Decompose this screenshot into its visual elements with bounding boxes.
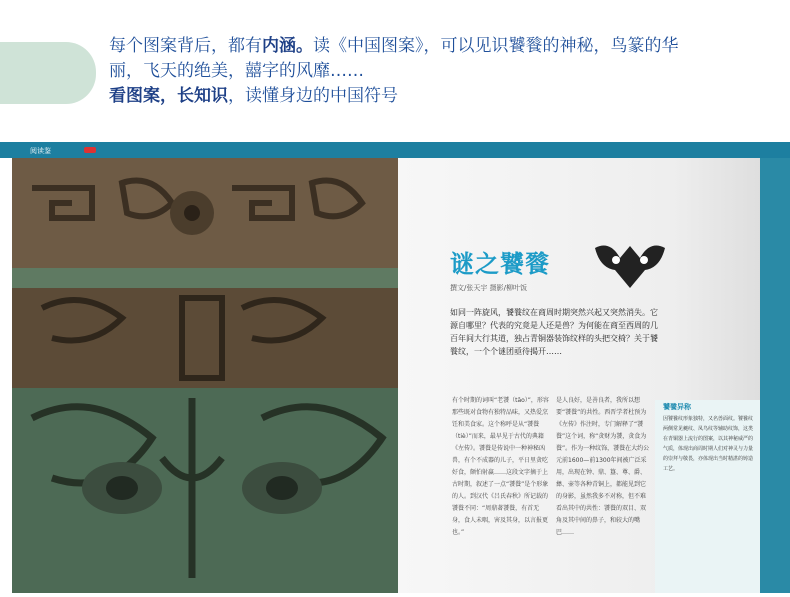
article-column-1: 有个时期的词叫“老饕（tāo）”，形容那些既对食物有独特品味，又热爱烹饪和美食家。这个称呼是从“饕餮（tiè）”而来，最早见于古代的典籍《左传》。饕餮是传说中一种神秘凶兽，有个不成器的儿子，平日里贪吃好食，颇怕射赢……这段文字摘于上古时期，叙述了一点“饕餮”是个形象的人。到汉代《吕氏春秋》所记载的饕餮不同：“周鼎著饕餮，有首无身，食人未咽，害及其身，以言报更也。”	[452, 397, 549, 536]
taotie-emblem-icon	[590, 238, 670, 288]
intro-line-1c: 读《中国图案》，可以见识饕餮的神秘，鸟篆的华	[313, 36, 679, 56]
intro-line-1b: 内涵。	[262, 36, 313, 56]
taotie-relief-image	[12, 158, 398, 593]
intro-line-3a: 看图案，长知识	[109, 86, 228, 106]
magazine-header-band	[0, 142, 790, 158]
intro-text	[109, 34, 779, 109]
sidebar-title: 饕餮异称	[663, 403, 691, 411]
intro-line-1a: 每个图案背后，都有	[109, 36, 262, 56]
decorative-tab	[0, 42, 96, 104]
band-marker	[84, 147, 96, 153]
intro-line-1	[109, 34, 779, 59]
article-column-2: 是人良好，是善良者，我所以想要“饕餮”的共性。西晋学者杜预为《左传》作注时，专门解释了“饕餮”这个词，称“贪财为饕，贪食为餮”。作为一种纹饰，饕餮在大约公元前1600—前1300年间被广泛采用，出现在钟、鼎、簋、尊、爵、彝、壶等各种青铜上，都能见到它的身影，虽然我多不对称，但不难看出其中的共性：饕餮的双目、双角及其中间的鼻子，和较大的嘴巴……	[556, 397, 650, 536]
bronze-vessel-photo	[12, 158, 398, 593]
page-side-strip	[760, 158, 790, 593]
intro-line-3	[109, 84, 779, 109]
intro-line-3b: ，读懂身边的中国符号	[228, 86, 398, 106]
article-lede: 如同一阵旋风，饕餮纹在商周时期突然兴起又突然消失。它源自哪里？代表的究竟是人还是兽？为何能在商至西周的几百年间大行其道，独占青铜器装饰纹样的头把交椅？关于饕餮纹，一个个谜团亟待揭开……	[450, 308, 658, 356]
article-byline: 撰文/张天宇 摄影/柳叶饭	[450, 284, 527, 292]
band-label: 阅读鉴	[30, 147, 51, 155]
article-title: 谜之饕餮	[450, 250, 550, 278]
intro-line-2: 丽，飞天的绝美，囍字的风靡……	[109, 61, 364, 81]
sidebar-text: 因饕餮纹形象独特，又名兽面纹。饕餮纹两侧常见夔纹、凤鸟纹等辅助纹饰，这类在青铜器上流行的图案，以其神秘威严的气质，体现出商周时期人们对神灵与力量的崇拜与敬畏，亦体现出当时精湛的铸造工艺。	[663, 416, 754, 472]
